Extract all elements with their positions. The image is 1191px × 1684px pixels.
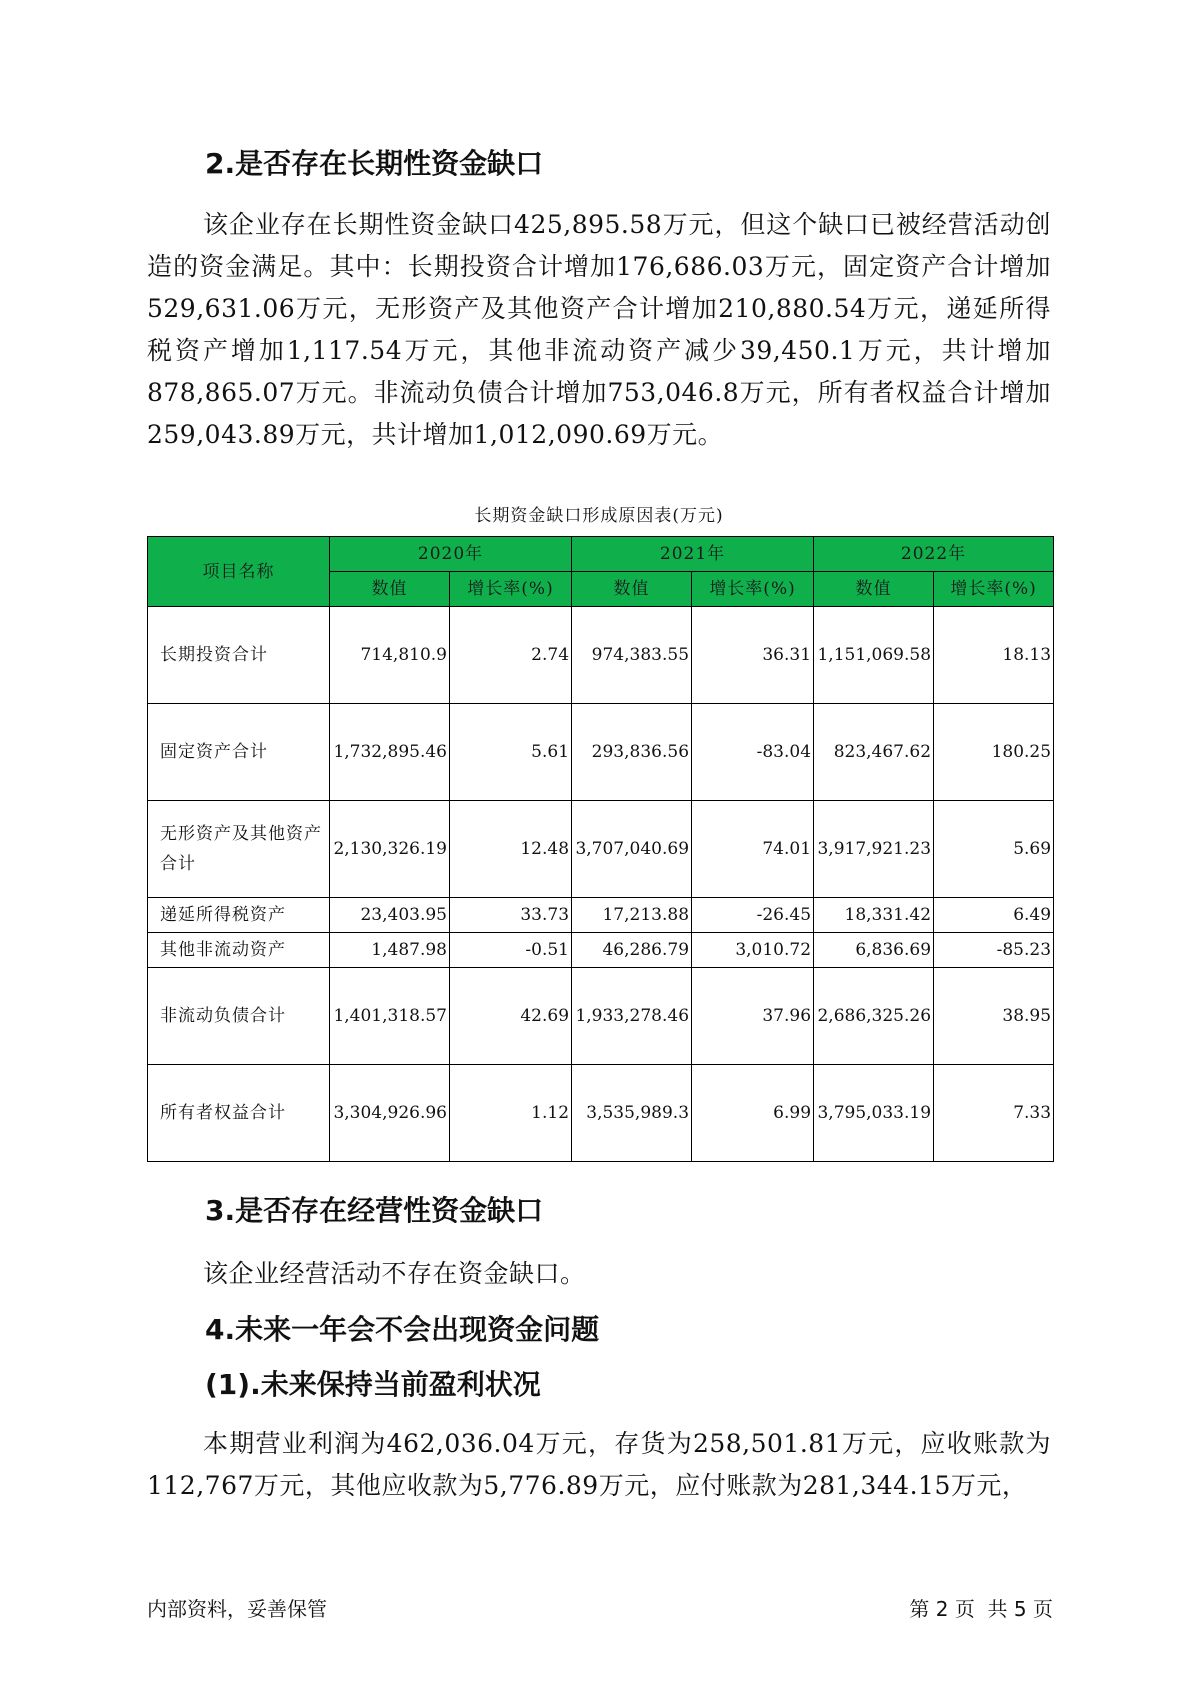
row-label: 所有者权益合计	[148, 1065, 330, 1162]
subsection-heading: (1).未来保持当前盈利状况	[205, 1368, 541, 1401]
header-growth: 增长率(%)	[450, 572, 572, 607]
row-label: 无形资产及其他资产合计	[148, 801, 330, 898]
table-caption: 长期资金缺口形成原因表(万元)	[474, 506, 724, 526]
table-row	[148, 898, 1054, 933]
cell: -0.51	[450, 933, 572, 968]
section-paragraph: 该企业经营活动不存在资金缺口。	[203, 1259, 586, 1288]
cell: 714,810.9	[330, 607, 450, 704]
cell: 42.69	[450, 968, 572, 1065]
cell: -85.23	[934, 933, 1054, 968]
cell: 3,917,921.23	[814, 801, 934, 898]
table-row	[148, 704, 1054, 801]
cell: 1,151,069.58	[814, 607, 934, 704]
cell: 3,304,926.96	[330, 1065, 450, 1162]
header-year: 2020年	[330, 537, 572, 572]
cell: 17,213.88	[572, 898, 692, 933]
cell: 823,467.62	[814, 704, 934, 801]
cell: 38.95	[934, 968, 1054, 1065]
cell: 6,836.69	[814, 933, 934, 968]
section-paragraph: 本期营业利润为462,036.04万元，存货为258,501.81万元，应收账款为112,767万元，其他应收款为5,776.89万元，应付账款为281,344.15万元，	[147, 1429, 1051, 1500]
cell: 5.61	[450, 704, 572, 801]
cell: 5.69	[934, 801, 1054, 898]
header-value: 数值	[330, 572, 450, 607]
cell: 180.25	[934, 704, 1054, 801]
row-label: 其他非流动资产	[148, 933, 330, 968]
cell: 6.99	[692, 1065, 814, 1162]
section-heading: 2.是否存在长期性资金缺口	[205, 147, 544, 180]
cell: 2,130,326.19	[330, 801, 450, 898]
row-label: 固定资产合计	[148, 704, 330, 801]
cell: 2.74	[450, 607, 572, 704]
table-row	[148, 933, 1054, 968]
cell: 3,010.72	[692, 933, 814, 968]
cell: 18,331.42	[814, 898, 934, 933]
header-year: 2021年	[572, 537, 814, 572]
cell: 3,535,989.3	[572, 1065, 692, 1162]
cell: -83.04	[692, 704, 814, 801]
header-value: 数值	[572, 572, 692, 607]
cell: 23,403.95	[330, 898, 450, 933]
header-growth: 增长率(%)	[692, 572, 814, 607]
capital-gap-table	[147, 536, 1054, 1162]
row-label: 递延所得税资产	[148, 898, 330, 933]
cell: 3,707,040.69	[572, 801, 692, 898]
section-heading: 3.是否存在经营性资金缺口	[205, 1194, 544, 1227]
header-item-name: 项目名称	[148, 537, 330, 607]
cell: 1.12	[450, 1065, 572, 1162]
cell: 36.31	[692, 607, 814, 704]
table-row	[148, 801, 1054, 898]
cell: 12.48	[450, 801, 572, 898]
cell: 6.49	[934, 898, 1054, 933]
cell: 7.33	[934, 1065, 1054, 1162]
cell: 1,933,278.46	[572, 968, 692, 1065]
footer-left: 内部资料，妥善保管	[147, 1597, 327, 1621]
header-growth: 增长率(%)	[934, 572, 1054, 607]
cell: 2,686,325.26	[814, 968, 934, 1065]
cell: 1,487.98	[330, 933, 450, 968]
section-paragraph: 该企业存在长期性资金缺口425,895.58万元，但这个缺口已被经营活动创造的资金满足。其中：长期投资合计增加176,686.03万元，固定资产合计增加529,631.06万元，无形资产及其他资产合计增加210,880.54万元，递延所得税资产增加1,117.54万元，其他非流动资产减少39,450.1万元，共计增加878,865.07万元。非流动负债合计增加753,046.8万元，所有者权益合计增加259,043.89万元，共计增加1,012,090.69万元。	[147, 210, 1051, 449]
cell: 1,732,895.46	[330, 704, 450, 801]
cell: 46,286.79	[572, 933, 692, 968]
cell: 37.96	[692, 968, 814, 1065]
cell: 74.01	[692, 801, 814, 898]
page-number: 第 2 页 共 5 页	[909, 1597, 1053, 1621]
table-row	[148, 1065, 1054, 1162]
cell: 33.73	[450, 898, 572, 933]
row-label: 长期投资合计	[148, 607, 330, 704]
cell: 3,795,033.19	[814, 1065, 934, 1162]
cell: -26.45	[692, 898, 814, 933]
header-year: 2022年	[814, 537, 1054, 572]
row-label: 非流动负债合计	[148, 968, 330, 1065]
header-value: 数值	[814, 572, 934, 607]
section-heading: 4.未来一年会不会出现资金问题	[205, 1313, 600, 1346]
cell: 18.13	[934, 607, 1054, 704]
table-row	[148, 607, 1054, 704]
table-row	[148, 968, 1054, 1065]
cell: 293,836.56	[572, 704, 692, 801]
cell: 1,401,318.57	[330, 968, 450, 1065]
cell: 974,383.55	[572, 607, 692, 704]
